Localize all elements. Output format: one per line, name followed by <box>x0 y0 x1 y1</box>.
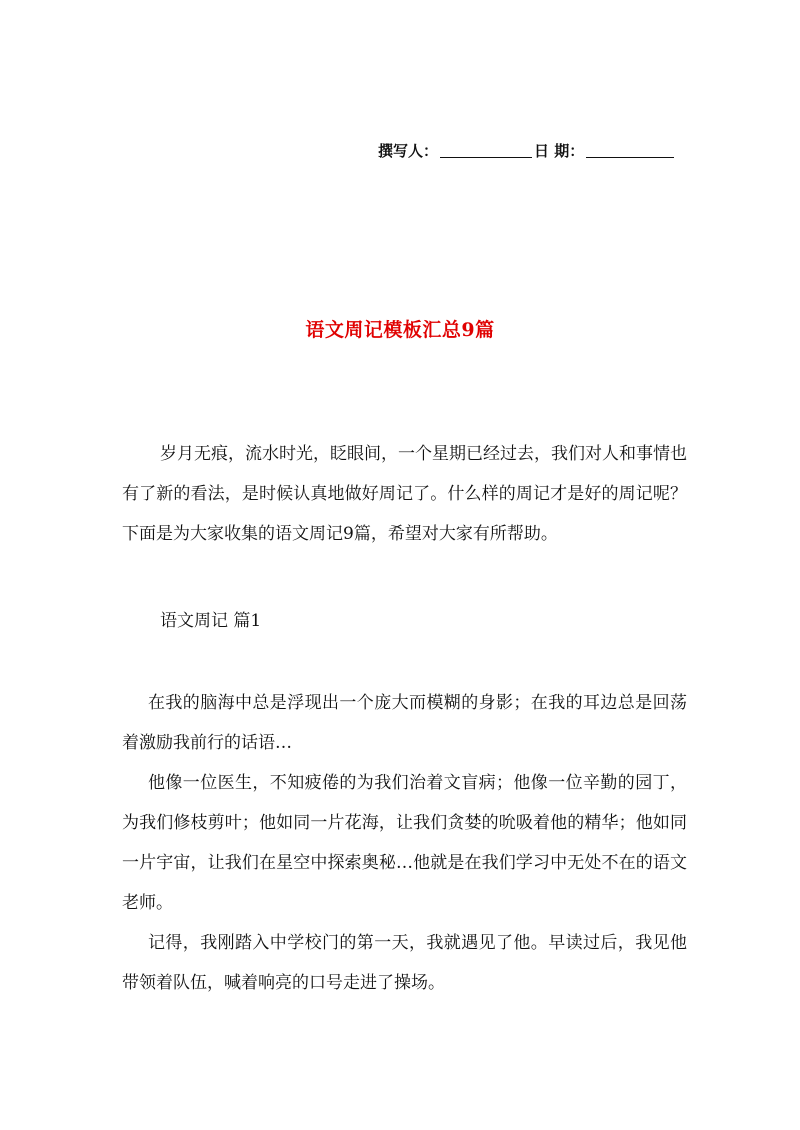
date-blank <box>586 142 674 158</box>
author-blank <box>440 142 532 158</box>
author-date-line <box>378 140 676 161</box>
document-title: 语文周记模板汇总9篇 <box>305 319 495 341</box>
author-label: 撰写人： <box>378 142 439 160</box>
date-label: 日 期： <box>534 142 585 160</box>
section-heading: 语文周记 篇1 <box>160 611 262 631</box>
body-paragraph: 他像一位医生，不知疲倦的为我们治着文盲病；他像一位辛勤的园丁，为我们修枝剪叶；他如同一片花海，让我们贪婪的吮吸着他的精华；他如同一片宇宙，让我们在星空中探索奥秘…他就是在我们学习中无处不在的语文老师。 <box>122 773 687 913</box>
body-paragraph: 记得，我刚踏入中学校门的第一天，我就遇见了他。早读过后，我见他带领着队伍，喊着响亮的口号走进了操场。 <box>122 933 687 993</box>
intro-paragraph: 岁月无痕，流水时光，眨眼间，一个星期已经过去，我们对人和事情也有了新的看法，是时候认真地做好周记了。什么样的周记才是好的周记呢？下面是为大家收集的语文周记9篇，希望对大家有所帮助。 <box>122 444 687 544</box>
body-paragraph: 在我的脑海中总是浮现出一个庞大而模糊的身影；在我的耳边总是回荡着激励我前行的话语… <box>122 693 687 753</box>
